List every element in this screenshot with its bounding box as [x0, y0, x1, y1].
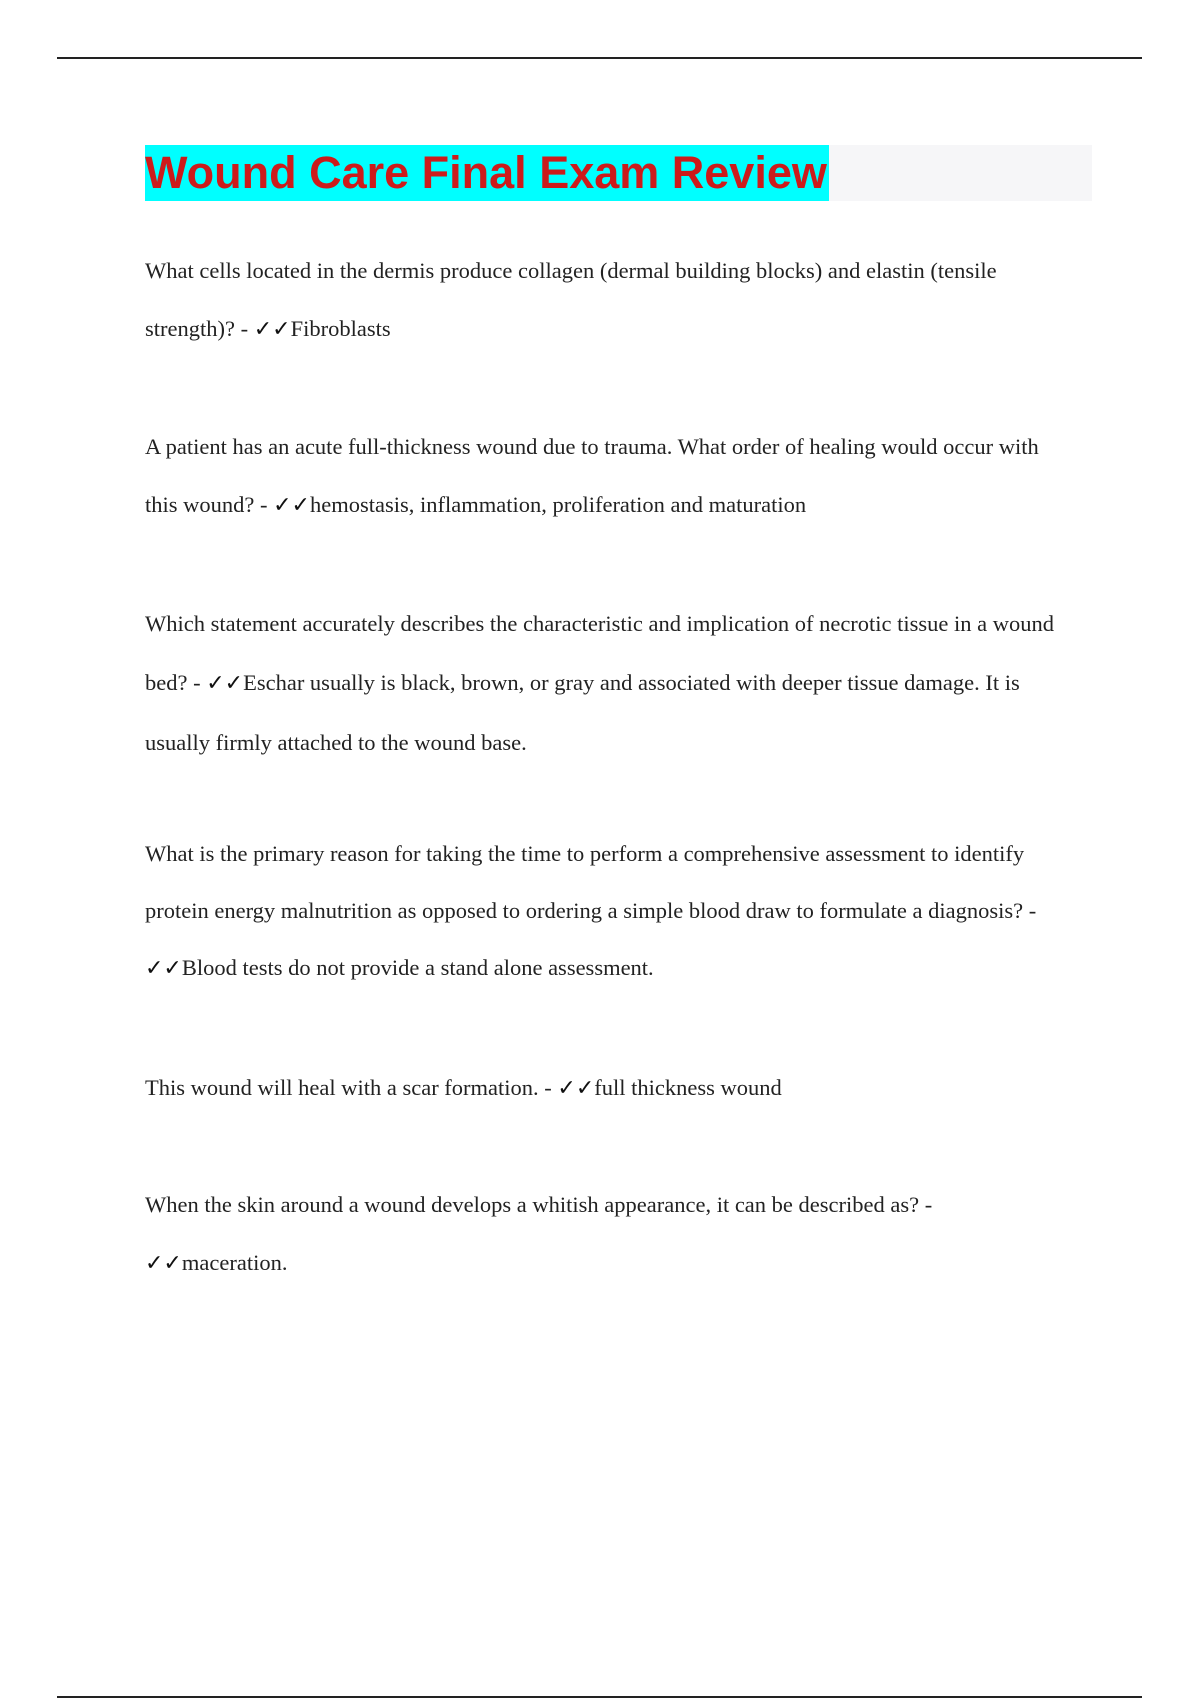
double-check-icon: ✓✓ [145, 956, 182, 981]
qa-item [145, 418, 1075, 535]
double-check-icon: ✓✓ [557, 1076, 595, 1101]
double-check-icon: ✓✓ [206, 671, 244, 696]
question-text: When the skin around a wound develops a whitish appearance, it can be described as? - [145, 1192, 933, 1217]
double-check-icon: ✓✓ [253, 317, 291, 342]
answer-text: hemostasis, inflammation, proliferation and maturation [310, 492, 807, 517]
question-text: Which statement accurately describes the characteristic and implication of necrotic tissue in a wound bed? - [145, 611, 1055, 695]
qa-item [145, 825, 1075, 997]
qa-item [145, 594, 1075, 772]
answer-text: full thickness wound [594, 1075, 782, 1100]
answer-text: Blood tests do not provide a stand alone assessment. [181, 955, 654, 980]
answer-text: Fibroblasts [290, 316, 391, 341]
question-text: What is the primary reason for taking the time to perform a comprehensive assessment to identify protein energy malnutrition as opposed to ordering a simple blood draw to formulate a diagnosis? - [145, 841, 1037, 923]
question-text: This wound will heal with a scar formation. - [145, 1075, 558, 1100]
qa-item [145, 242, 1075, 359]
double-check-icon: ✓✓ [145, 1251, 182, 1276]
answer-text: maceration. [181, 1250, 288, 1275]
qa-item [145, 1059, 1075, 1118]
answer-text: Eschar usually is black, brown, or gray and associated with deeper tissue damage. It is usually firmly attached to the wound base. [145, 670, 1020, 755]
page-title: Wound Care Final Exam Review [145, 145, 829, 201]
bottom-rule [57, 1696, 1142, 1698]
qa-item [145, 1176, 1075, 1293]
top-rule [57, 57, 1142, 59]
double-check-icon: ✓✓ [273, 493, 310, 518]
question-text: A patient has an acute full-thickness wound due to trauma. What order of healing would occur with this wound? - [145, 434, 1039, 517]
question-text: What cells located in the dermis produce collagen (dermal building blocks) and elastin (tensile strength)? - [145, 258, 997, 341]
